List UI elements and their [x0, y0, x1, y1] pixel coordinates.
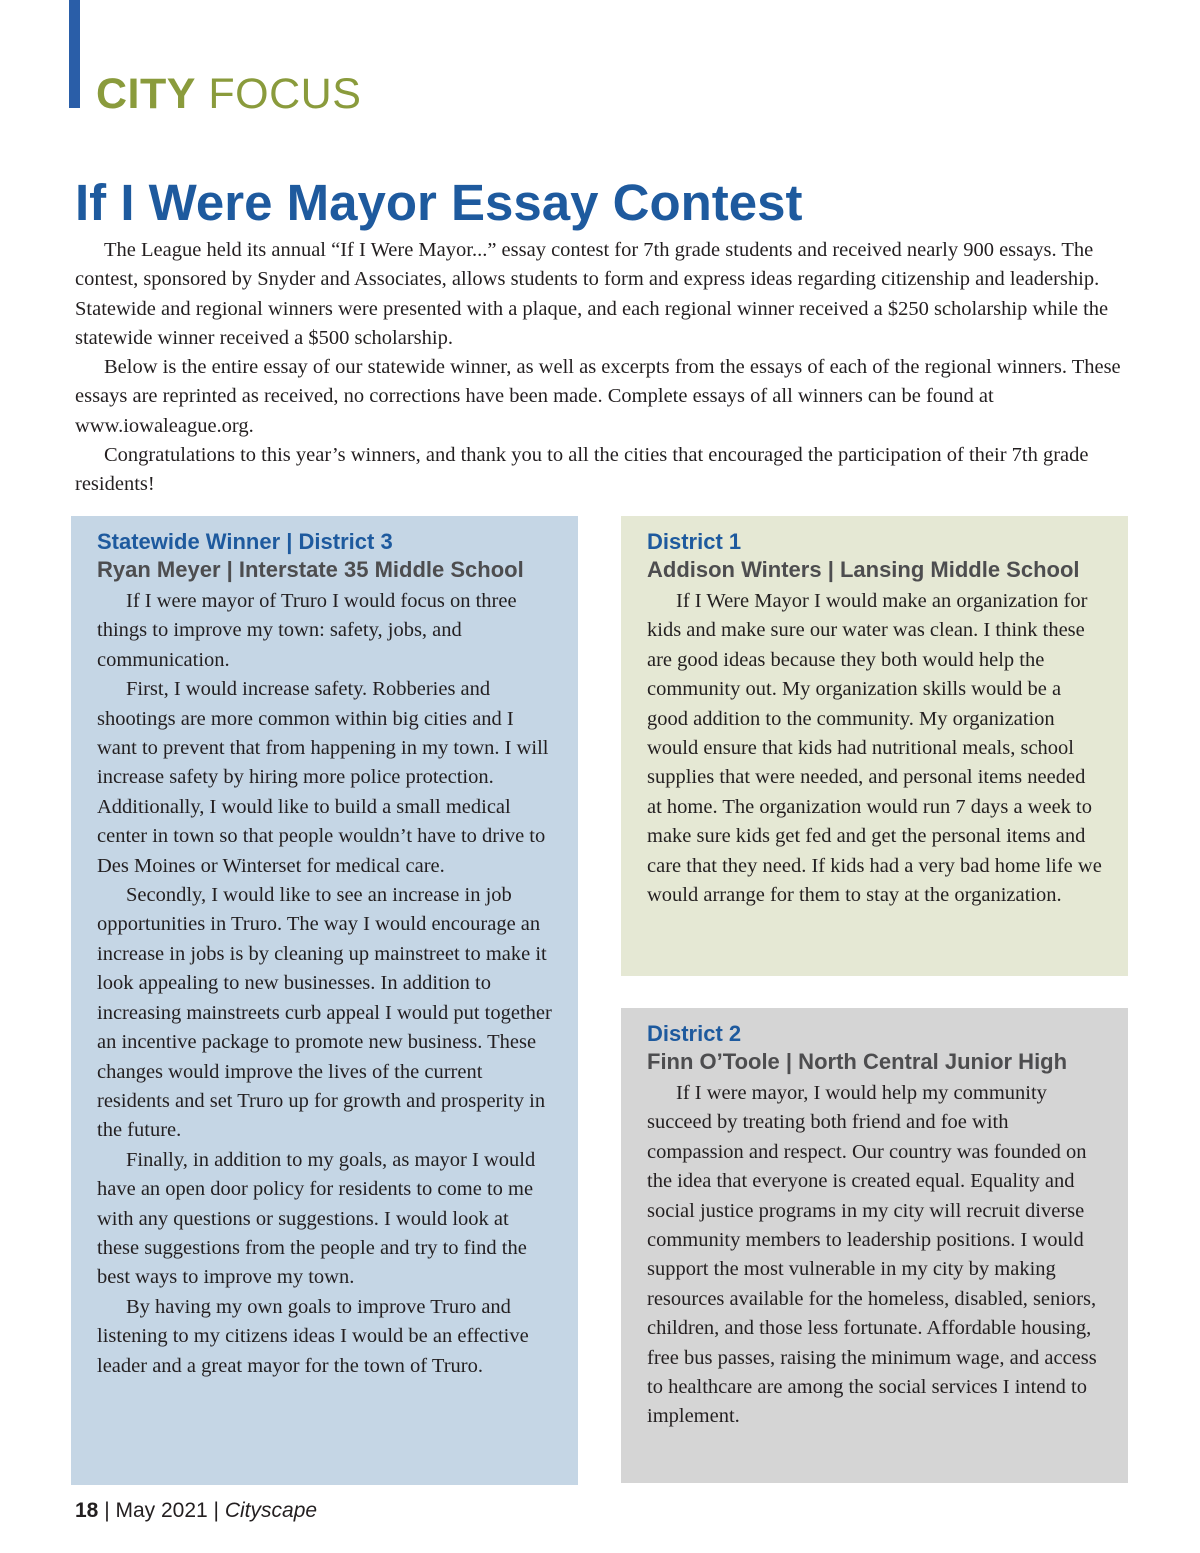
statewide-essay [97, 587, 554, 1381]
section-label-rest: FOCUS [208, 70, 362, 118]
statewide-heading: Statewide Winner | District 3 [97, 529, 393, 554]
page-footer: 18 | May 2021 | Cityscape [75, 1499, 318, 1522]
statewide-winner-box [71, 516, 578, 1485]
issue-date: May 2021 [115, 1499, 208, 1522]
essay-paragraph: First, I would increase safety. Robberies and shootings are more common within big cities and I want to prevent that from happening in my town. I will increase safety by hiring more police protection. Additionally, I would like to build a small medical center in town so that people wouldn’t have to drive to Des Moines or Winterset for medical care. [97, 678, 549, 877]
district-1-heading: District 1 [647, 529, 742, 554]
essay-paragraph: If I Were Mayor I would make an organization for kids and make sure our water was clean. I think these are good ideas because they both would help the community out. My organization skills would be a good addition to the community. My organization would ensure that kids had nutritional meals, school supplies that were needed, and personal items needed at home. The organization would run 7 days a week to make sure kids get fed and get the personal items and care that they need. If kids had a very bad home life we would arrange for them to stay at the organization. [647, 590, 1102, 907]
page-title: If I Were Mayor Essay Contest [75, 174, 803, 231]
essay-paragraph: If I were mayor of Truro I would focus on three things to improve my town: safety, jobs, and communication. [97, 590, 517, 671]
intro-paragraph: Congratulations to this year’s winners, and thank you to all the cities that encouraged the participation of their 7th grade residents! [75, 444, 1089, 496]
intro-paragraph: The League held its annual “If I Were Mayor...” essay contest for 7th grade students and received nearly 900 essays. The contest, sponsored by Snyder and Associates, allows students to form and express ideas regarding citizenship and leadership. Statewide and regional winners were presented with a plaque, and each regional winner received a $250 scholarship while the statewide winner received a $500 scholarship. [75, 239, 1109, 349]
district-2-box [621, 1008, 1128, 1483]
essay-paragraph: Finally, in addition to my goals, as mayor I would have an open door policy for residents to come to me with any questions or suggestions. I would look at these suggestions from the people and try to find the best ways to improve my town. [97, 1148, 536, 1289]
section-label-bold: CITY [96, 70, 196, 118]
essay-paragraph: Secondly, I would like to see an increase in job opportunities in Truro. The way I would encourage an increase in jobs is by cleaning up mainstreet to make it look appealing to new businesses. In addition to increasing mainstreets curb appeal I would put together an incentive package to promote new business. These changes would improve the lives of the current residents and set Truro up for growth and prosperity in the future. [97, 884, 552, 1142]
page-number: 18 [75, 1499, 99, 1522]
essay-paragraph: If I were mayor, I would help my community succeed by treating both friend and foe with compassion and respect. Our country was founded on the idea that everyone is created equal. Equality and social justice programs in my city will recruit diverse community members to leadership positions. I would support the most vulnerable in my city by making resources available for the homeless, disabled, seniors, children, and those less fortunate. Affordable housing, free bus passes, raising the minimum wage, and access to healthcare are among the social services I intend to implement. [647, 1082, 1097, 1428]
intro-text [75, 236, 1127, 500]
district-1-author: Addison Winters | Lansing Middle School [647, 557, 1080, 582]
magazine-name: Cityscape [224, 1499, 318, 1522]
intro-paragraph: Below is the entire essay of our statewide winner, as well as excerpts from the essays of each of the regional winners. These essays are reprinted as received, no corrections have been made. Complete essays of all winners can be found at www.iowaleague.org. [75, 356, 1121, 437]
section-accent-bar [69, 0, 80, 108]
district-2-author: Finn O’Toole | North Central Junior High [647, 1049, 1068, 1074]
district-2-essay [647, 1079, 1104, 1432]
essay-paragraph: By having my own goals to improve Truro and listening to my citizens ideas I would be an effective leader and a great mayor for the town of Truro. [97, 1295, 529, 1377]
district-2-heading: District 2 [647, 1021, 742, 1046]
statewide-author: Ryan Meyer | Interstate 35 Middle School [97, 557, 524, 582]
district-1-box [621, 516, 1128, 976]
section-label [96, 68, 361, 120]
district-1-essay [647, 587, 1104, 910]
